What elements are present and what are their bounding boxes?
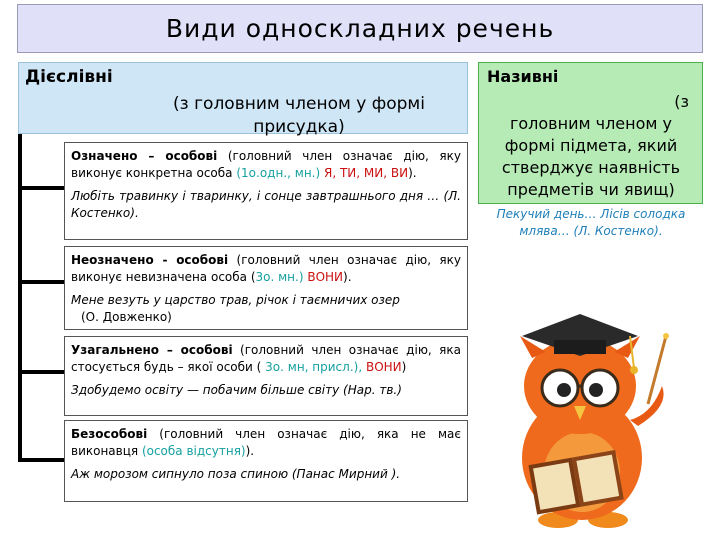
grammar-forms: (1о.одн., мн.) [236,166,321,180]
tree-branch-line [18,280,66,284]
tree-branch-line [18,186,66,190]
generalized-personal-description: Узагальнено – особові (головний член означає дію, яка стосується будь – якої особи ( 3о. мн, присл.), ВОНИ) [71,343,461,374]
impersonal-term: Безособові [71,427,148,441]
nominal-example: Пекучий день… Лісів солодка млява… (Л. Костенко). [496,207,686,238]
pronouns: Я, ТИ, МИ, ВИ [323,166,409,180]
grammar-forms: 3о. мн.) [255,270,304,284]
generalized-personal-card [64,336,468,416]
generalized-personal-example: Здобудемо освіту — побачим більше світу (Нар. тв.) [71,383,402,397]
definite-personal-card [64,142,468,240]
verbal-sentences-box [18,62,468,137]
nominal-sentences-box [478,62,703,204]
definite-personal-example: Любіть травинку і тваринку, і сонце завтрашнього дня … (Л. Костенко). [71,189,461,220]
page-title: Види односкладних речень [17,4,703,53]
verbal-note [139,93,459,139]
grammar-forms: (особа відсутня) [141,444,246,458]
verbal-note-line2: присудка) [253,117,345,137]
tree-branch-line [18,370,66,374]
impersonal-description: Безособові (головний член означає дію, яка не має виконавця (особа відсутня)). [71,427,461,458]
generalized-personal-term: Узагальнено – особові [71,343,233,357]
indefinite-personal-example: Мене везуть у царство трав, річок і таємничих озер [71,293,400,307]
verbal-note-line1: (з головним членом у формі [173,94,425,114]
verbal-heading: Дієслівні [25,67,113,87]
tree-trunk-line [18,134,22,460]
impersonal-card [64,420,468,502]
indefinite-personal-description: Неозначено - особові (головний член означає дію, яку виконує невизначена особа (3о. мн.) ВОНИ). [71,253,461,284]
indefinite-personal-term: Неозначено - особові [71,253,229,267]
indefinite-personal-card [64,246,468,330]
indefinite-personal-example-author: (О. Довженко) [81,310,172,324]
pronouns: ВОНИ [365,360,402,374]
pronouns: ВОНИ [307,270,344,284]
tree-branch-line [18,458,66,462]
definite-personal-description: Означено – особові (головний член означає дію, яку виконує конкретна особа (1о.одн., мн.) Я, ТИ, МИ, ВИ). [71,149,461,180]
nominal-description: (з головним членом у формі підмета, який стверджує наявність предметів чи явищ) [501,92,689,199]
nominal-heading: Називні [487,67,559,86]
definite-personal-term: Означено – особові [71,149,218,163]
owl-professor-illustration [480,286,680,536]
grammar-forms: 3о. мн, присл.), [265,360,363,374]
impersonal-example: Аж морозом сипнуло поза спиною (Панас Мирний ). [71,467,401,481]
